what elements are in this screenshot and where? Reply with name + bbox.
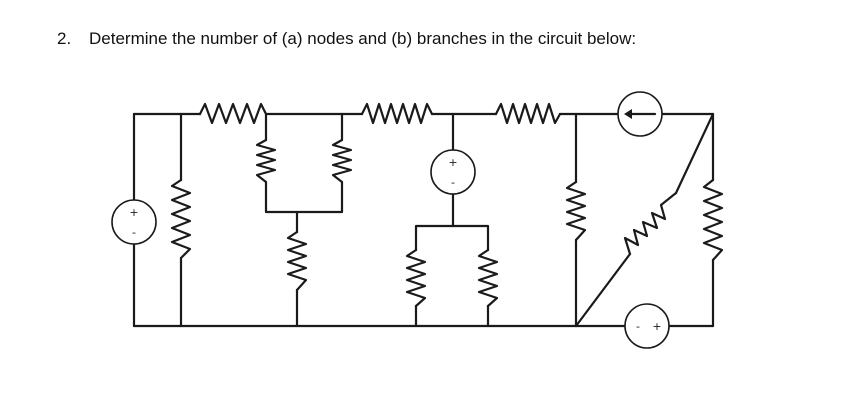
voltage-source-bottom-right: [625, 304, 669, 348]
resistor-right-edge: [704, 180, 722, 260]
current-source-top-right: [618, 92, 662, 136]
resistor-box-right: [333, 140, 351, 182]
circuit-wires: [134, 114, 713, 326]
resistor-top-middle: [362, 104, 432, 123]
source-bottom-plus: +: [652, 320, 662, 333]
source-left-minus: -: [132, 226, 136, 239]
source-bottom-minus: -: [636, 320, 640, 333]
source-center-minus: -: [451, 176, 455, 189]
resistor-top-right: [496, 104, 560, 123]
resistor-right-column: [567, 182, 585, 240]
resistor-lower-box-left: [407, 250, 425, 306]
resistor-top-left: [200, 104, 266, 123]
question-number: 2.: [57, 29, 72, 48]
voltage-source-left: [112, 200, 156, 244]
source-left-plus: +: [129, 206, 139, 219]
resistor-box-bottom: [288, 232, 306, 290]
question-body: Determine the number of (a) nodes and (b) branches in the circuit below:: [89, 29, 637, 48]
resistor-lower-box-right: [479, 250, 497, 306]
resistor-left-column: [172, 180, 190, 258]
resistor-diagonal: [625, 193, 676, 254]
resistor-box-left: [257, 140, 275, 182]
source-center-plus: +: [448, 156, 458, 169]
voltage-source-center: [431, 150, 475, 194]
